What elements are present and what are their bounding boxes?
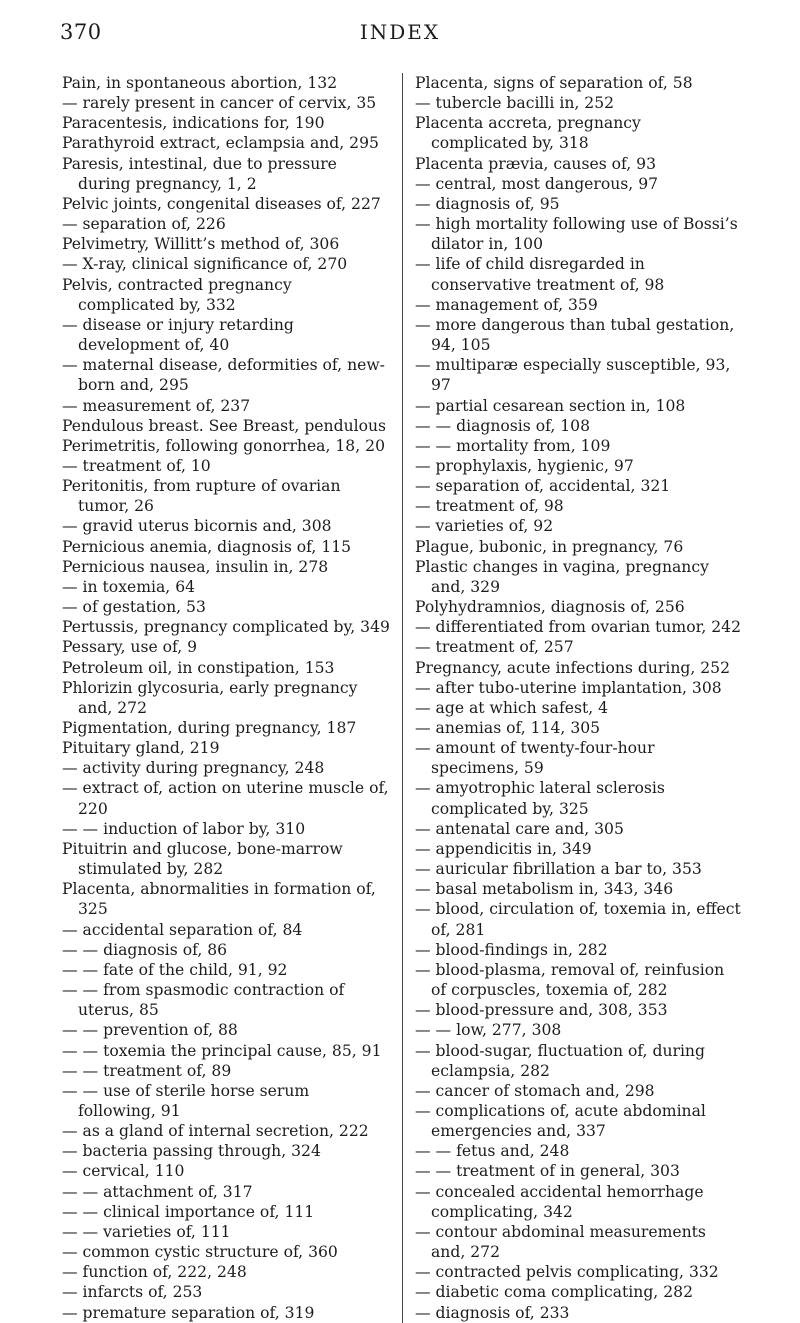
index-entry: — separation of, 226 bbox=[62, 215, 226, 234]
index-entry: — blood-plasma, removal of, reinfusion of corpuscles, toxemia of, 282 bbox=[415, 960, 725, 1000]
index-entry: Perimetritis, following gonorrhea, 18, 20 bbox=[62, 436, 385, 455]
index-entry: Plague, bubonic, in pregnancy, 76 bbox=[415, 537, 684, 556]
index-entry: — more dangerous than tubal gestation, 94, 105 bbox=[415, 315, 735, 355]
index-entry: Placenta prævia, causes of, 93 bbox=[415, 154, 657, 173]
index-entry: — activity during pregnancy, 248 bbox=[62, 759, 325, 778]
index-entry: — prophylaxis, hygienic, 97 bbox=[415, 456, 634, 475]
index-entry: — complications of, acute abdominal emergencies and, 337 bbox=[415, 1101, 706, 1141]
index-entry: — amyotrophic lateral sclerosis complicated by, 325 bbox=[415, 779, 665, 818]
index-entry: Pendulous breast. See Breast, pendulous bbox=[62, 416, 387, 435]
index-entry: Paracentesis, indications for, 190 bbox=[62, 114, 325, 133]
index-entry: — — use of sterile horse serum following, 91 bbox=[62, 1081, 310, 1120]
index-entry: — anemias of, 114, 305 bbox=[415, 719, 601, 737]
index-entry: — — varieties of, 111 bbox=[62, 1222, 231, 1241]
right-column bbox=[402, 73, 742, 1323]
index-entry: — maternal disease, deformities of, new-born and, 295 bbox=[62, 356, 385, 395]
index-entry: — — fetus and, 248 bbox=[415, 1142, 570, 1161]
index-entry: Pigmentation, during pregnancy, 187 bbox=[62, 719, 357, 737]
index-entry: — appendicitis in, 349 bbox=[415, 839, 592, 858]
index-entry: — — clinical importance of, 111 bbox=[62, 1202, 315, 1221]
index-entry: Placenta, signs of separation of, 58 bbox=[415, 74, 693, 92]
index-entry: — as a gland of internal secretion, 222 bbox=[62, 1122, 369, 1141]
index-entry: Pain, in spontaneous abortion, 132 bbox=[62, 74, 338, 92]
index-entry: Pelvimetry, Willitt’s method of, 306 bbox=[62, 235, 340, 254]
index-entry: — central, most dangerous, 97 bbox=[415, 174, 659, 193]
index-entry: Phlorizin glycosuria, early pregnancy and, 272 bbox=[62, 678, 358, 717]
index-entry: — management of, 359 bbox=[415, 295, 598, 314]
index-entry: Pituitrin and glucose, bone-marrow stimulated by, 282 bbox=[62, 839, 343, 879]
index-entry: — — toxemia the principal cause, 85, 91 bbox=[62, 1041, 382, 1060]
index-entry: Pelvic joints, congenital diseases of, 227 bbox=[62, 194, 381, 213]
index-entry: Pregnancy, acute infections during, 252 bbox=[415, 658, 731, 677]
index-entry: — — from spasmodic contraction of uterus, 85 bbox=[62, 981, 345, 1020]
index-entry: Paresis, intestinal, due to pressure during pregnancy, 1, 2 bbox=[62, 154, 337, 193]
index-entry: — — fate of the child, 91, 92 bbox=[62, 960, 288, 979]
index-entry: Plastic changes in vagina, pregnancy and, 329 bbox=[415, 557, 709, 596]
index-entry: Placenta accreta, pregnancy complicated by, 318 bbox=[415, 114, 641, 153]
index-entry: — antenatal care and, 305 bbox=[415, 819, 624, 838]
index-entry: — blood-pressure and, 308, 353 bbox=[415, 1001, 668, 1020]
index-entry: — common cystic structure of, 360 bbox=[62, 1243, 338, 1262]
index-entry: — separation of, accidental, 321 bbox=[415, 477, 671, 496]
index-entry: — accidental separation of, 84 bbox=[62, 920, 303, 939]
index-entry: — partial cesarean section in, 108 bbox=[415, 396, 686, 415]
index-entry: Peritonitis, from rupture of ovarian tumor, 26 bbox=[62, 477, 341, 516]
index-entry: — diagnosis of, 95 bbox=[415, 194, 560, 213]
index-entry: Pertussis, pregnancy complicated by, 349 bbox=[62, 618, 390, 637]
index-entry: — basal metabolism in, 343, 346 bbox=[415, 880, 674, 899]
index-entry: Pernicious anemia, diagnosis of, 115 bbox=[62, 537, 352, 556]
left-column bbox=[62, 73, 402, 1323]
index-columns bbox=[62, 73, 742, 1323]
page-number: 370 bbox=[60, 20, 102, 44]
index-entry: — diabetic coma complicating, 282 bbox=[415, 1283, 693, 1302]
index-entry: — — diagnosis of, 86 bbox=[62, 940, 228, 959]
index-entry: — — prevention of, 88 bbox=[62, 1021, 238, 1040]
index-entry: Polyhydramnios, diagnosis of, 256 bbox=[415, 598, 685, 617]
index-entry: — bacteria passing through, 324 bbox=[62, 1142, 321, 1161]
index-entry: Pituitary gland, 219 bbox=[62, 739, 220, 758]
index-entry: — varieties of, 92 bbox=[415, 517, 554, 536]
index-entry: — contracted pelvis complicating, 332 bbox=[415, 1263, 719, 1282]
index-entry: — multiparæ especially susceptible, 93, 97 bbox=[415, 356, 731, 395]
index-entry: — X-ray, clinical significance of, 270 bbox=[62, 255, 348, 274]
index-entry: — — attachment of, 317 bbox=[62, 1182, 253, 1201]
index-entry: Parathyroid extract, eclampsia and, 295 bbox=[62, 134, 379, 153]
index-entry: — disease or injury retarding development of, 40 bbox=[62, 315, 294, 355]
index-entry: — — treatment of in general, 303 bbox=[415, 1162, 680, 1181]
index-entry: — cancer of stomach and, 298 bbox=[415, 1081, 655, 1100]
index-entry: — treatment of, 10 bbox=[62, 456, 211, 475]
index-entry: — auricular fibrillation a bar to, 353 bbox=[415, 860, 702, 879]
index-entry: — amount of twenty-four-hour specimens, 59 bbox=[415, 739, 655, 778]
index-entry: — premature separation of, 319 bbox=[62, 1303, 315, 1322]
index-entry: — extract of, action on uterine muscle of, 220 bbox=[62, 779, 389, 818]
index-entry: — — mortality from, 109 bbox=[415, 436, 611, 455]
index-entry: — treatment of, 257 bbox=[415, 638, 574, 657]
index-entry: — age at which safest, 4 bbox=[415, 698, 609, 717]
index-entry: — gravid uterus bicornis and, 308 bbox=[62, 517, 332, 536]
index-entry: — high mortality following use of Bossi’s dilator in, 100 bbox=[415, 215, 738, 254]
index-entry: — tubercle bacilli in, 252 bbox=[415, 94, 615, 113]
index-entry: — — treatment of, 89 bbox=[62, 1061, 232, 1080]
index-entry: Pessary, use of, 9 bbox=[62, 638, 198, 657]
index-entry: — function of, 222, 248 bbox=[62, 1263, 247, 1282]
index-entry: — concealed accidental hemorrhage complicating, 342 bbox=[415, 1182, 704, 1221]
index-entry: — blood-sugar, fluctuation of, during eclampsia, 282 bbox=[415, 1041, 705, 1080]
index-entry: — — diagnosis of, 108 bbox=[415, 416, 591, 435]
index-entry: — in toxemia, 64 bbox=[62, 577, 196, 596]
index-entry: — contour abdominal measurements and, 272 bbox=[415, 1222, 706, 1262]
index-entry: — — induction of labor by, 310 bbox=[62, 819, 306, 838]
index-entry: — after tubo-uterine implantation, 308 bbox=[415, 678, 722, 697]
index-entry: — blood-findings in, 282 bbox=[415, 940, 608, 959]
index-entry: Petroleum oil, in constipation, 153 bbox=[62, 658, 335, 677]
index-entry: — diagnosis of, 233 bbox=[415, 1303, 570, 1322]
index-entry: — measurement of, 237 bbox=[62, 396, 251, 415]
index-entry: Pernicious nausea, insulin in, 278 bbox=[62, 557, 329, 576]
index-entry: — — low, 277, 308 bbox=[415, 1021, 562, 1040]
running-head: INDEX bbox=[359, 20, 441, 44]
index-entry: Placenta, abnormalities in formation of, 325 bbox=[62, 880, 376, 919]
index-entry: — treatment of, 98 bbox=[415, 497, 564, 516]
index-entry: — blood, circulation of, toxemia in, effect of, 281 bbox=[415, 900, 741, 939]
index-entry: — rarely present in cancer of cervix, 35 bbox=[62, 94, 377, 113]
index-entry: — differentiated from ovarian tumor, 242 bbox=[415, 618, 742, 637]
index-entry: — of gestation, 53 bbox=[62, 598, 206, 617]
index-entry: — infarcts of, 253 bbox=[62, 1283, 203, 1302]
index-entry: Pelvis, contracted pregnancy complicated by, 332 bbox=[62, 275, 292, 314]
index-entry: — cervical, 110 bbox=[62, 1162, 185, 1181]
index-entry: — life of child disregarded in conservative treatment of, 98 bbox=[415, 255, 665, 294]
